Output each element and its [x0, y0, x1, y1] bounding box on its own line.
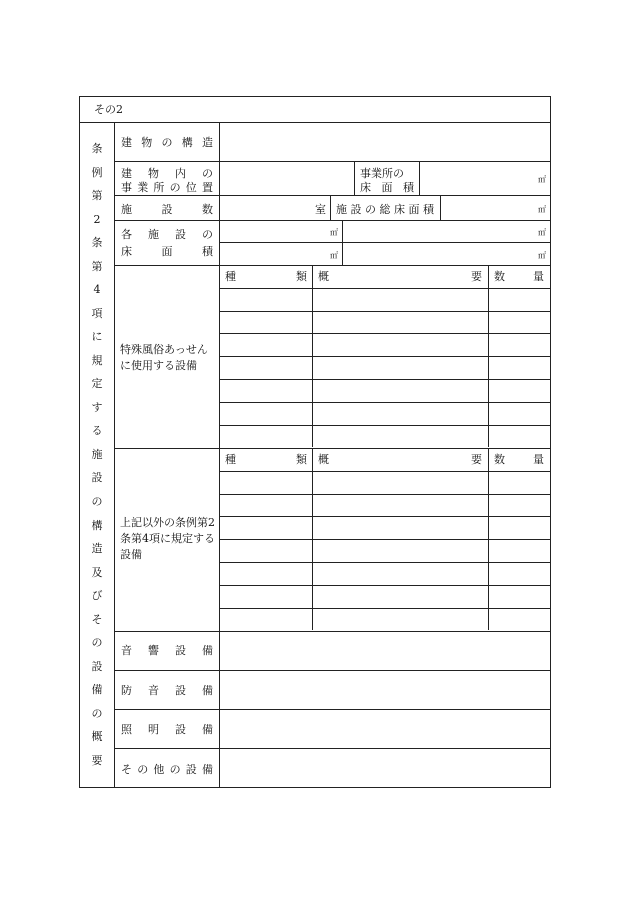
- other-equipment-field[interactable]: [220, 749, 550, 787]
- unit-sqm: ㎡: [330, 228, 338, 237]
- lighting-equipment-field[interactable]: [220, 710, 550, 748]
- each-area-field-2[interactable]: [343, 221, 550, 242]
- location-field[interactable]: [220, 162, 354, 195]
- equipment-overview-cell[interactable]: [313, 563, 488, 585]
- facility-count-label: 施 設 数: [121, 203, 213, 216]
- equipment-overview-cell[interactable]: [313, 403, 488, 425]
- equipment-overview-cell[interactable]: [313, 472, 488, 494]
- equipment-type-cell[interactable]: [220, 312, 312, 334]
- equipment-quantity-cell[interactable]: [489, 289, 550, 311]
- equipment-overview-cell[interactable]: [313, 426, 488, 448]
- unit-sqm: ㎡: [538, 175, 546, 184]
- equipment-type-cell[interactable]: [220, 380, 312, 402]
- side-label-char: 構: [91, 518, 103, 532]
- column-header-type: 種 類: [225, 453, 307, 466]
- side-divider: [114, 122, 115, 787]
- equipment-type-cell[interactable]: [220, 403, 312, 425]
- equipment-overview-cell[interactable]: [313, 312, 488, 334]
- row-divider: [114, 448, 550, 449]
- side-label-char: 条: [91, 236, 103, 250]
- equipment-type-cell[interactable]: [220, 495, 312, 517]
- side-label-char: の: [91, 706, 103, 720]
- equipment-quantity-cell[interactable]: [489, 426, 550, 448]
- equipment-type-cell[interactable]: [220, 540, 312, 562]
- room-unit: 室: [315, 203, 326, 216]
- form-title: その2: [94, 103, 123, 116]
- side-label-char: 施: [91, 447, 103, 461]
- lighting-equipment-label: 照 明 設 備: [121, 723, 213, 736]
- side-label-char: 項: [91, 306, 103, 320]
- location-label-line2: 事 業 所 の 位 置: [121, 181, 213, 194]
- each-area-field-1[interactable]: [220, 221, 342, 242]
- equipment-overview-cell[interactable]: [313, 586, 488, 608]
- column-header-overview: 概 要: [318, 453, 482, 466]
- location-label-line1: 建 物 内 の: [121, 167, 213, 180]
- structure-label: 建 物 の 構 造: [121, 136, 213, 149]
- equipment-quantity-cell[interactable]: [489, 403, 550, 425]
- equipment-overview-cell[interactable]: [313, 334, 488, 356]
- side-label-char: に: [91, 330, 103, 344]
- side-label-char: 2: [93, 212, 101, 226]
- cell-divider: [330, 195, 331, 220]
- unit-sqm: ㎡: [538, 228, 546, 237]
- each-area-field-3[interactable]: [220, 243, 342, 265]
- side-label-char: 備: [91, 683, 103, 697]
- equipment-overview-cell[interactable]: [313, 495, 488, 517]
- side-label-char: 造: [91, 542, 103, 556]
- unit-sqm: ㎡: [538, 205, 546, 214]
- column-header-type: 種 類: [225, 270, 307, 283]
- equipment-type-cell[interactable]: [220, 517, 312, 539]
- equipment-quantity-cell[interactable]: [489, 357, 550, 379]
- unit-sqm: ㎡: [538, 251, 546, 260]
- equipment-type-cell[interactable]: [220, 609, 312, 631]
- equipment-quantity-cell[interactable]: [489, 472, 550, 494]
- each-area-field-4[interactable]: [343, 243, 550, 265]
- equipment-type-cell[interactable]: [220, 426, 312, 448]
- total-area-label: 施 設 の 総 床 面 積: [336, 203, 434, 216]
- equipment-type-cell[interactable]: [220, 357, 312, 379]
- side-label-char: る: [91, 424, 103, 438]
- office-area-label-line1: 事業所の: [360, 167, 404, 180]
- side-label-char: す: [91, 400, 103, 414]
- column-header-quantity: 数 量: [494, 270, 544, 283]
- equipment-quantity-cell[interactable]: [489, 517, 550, 539]
- cell-divider: [354, 161, 355, 195]
- soundproof-equipment-label: 防 音 設 備: [121, 684, 213, 697]
- equipment-overview-cell[interactable]: [313, 517, 488, 539]
- side-label-char: の: [91, 636, 103, 650]
- each-area-label-line2: 床 面 積: [121, 245, 213, 258]
- equipment-overview-cell[interactable]: [313, 289, 488, 311]
- equipment-quantity-cell[interactable]: [489, 495, 550, 517]
- row-divider: [114, 265, 550, 266]
- equipment-quantity-cell[interactable]: [489, 540, 550, 562]
- side-label-char: 第: [91, 189, 103, 203]
- side-label-char: 定: [91, 377, 103, 391]
- side-label-char: 第: [91, 259, 103, 273]
- equipment-quantity-cell[interactable]: [489, 334, 550, 356]
- office-area-field[interactable]: [420, 162, 550, 195]
- side-label-char: 及: [91, 565, 103, 579]
- side-label-char: の: [91, 494, 103, 508]
- equipment-quantity-cell[interactable]: [489, 380, 550, 402]
- equipment-overview-cell[interactable]: [313, 357, 488, 379]
- soundproof-equipment-field[interactable]: [220, 671, 550, 709]
- equipment-quantity-cell[interactable]: [489, 586, 550, 608]
- side-label-char: 規: [91, 353, 103, 367]
- facility-count-field[interactable]: [220, 196, 330, 220]
- equipment-overview-cell[interactable]: [313, 380, 488, 402]
- side-label-char: 概: [91, 730, 103, 744]
- sound-equipment-field[interactable]: [220, 632, 550, 670]
- form-table: [79, 96, 551, 788]
- unit-sqm: ㎡: [330, 251, 338, 260]
- structure-field[interactable]: [220, 123, 550, 161]
- side-label: [80, 123, 114, 787]
- equipment-type-cell[interactable]: [220, 289, 312, 311]
- column-header-quantity: 数 量: [494, 453, 544, 466]
- equipment-overview-cell[interactable]: [313, 540, 488, 562]
- equipment-overview-cell[interactable]: [313, 609, 488, 631]
- side-label-char: 設: [91, 659, 103, 673]
- sound-equipment-label: 音 響 設 備: [121, 644, 213, 657]
- equipment-type-cell[interactable]: [220, 334, 312, 356]
- each-area-label-line1: 各 施 設 の: [121, 228, 213, 241]
- equipment-type-cell[interactable]: [220, 563, 312, 585]
- total-area-field[interactable]: [441, 196, 550, 220]
- side-label-char: び: [91, 589, 103, 603]
- special-equipment-label: 特殊風俗あっせんに使用する設備: [120, 343, 208, 372]
- side-label-char: 4: [93, 283, 101, 297]
- office-area-label-line2: 床 面 積: [360, 181, 414, 194]
- equipment-type-cell[interactable]: [220, 472, 312, 494]
- equipment-quantity-cell[interactable]: [489, 312, 550, 334]
- equipment-type-cell[interactable]: [220, 586, 312, 608]
- other-equipment-label: 上記以外の条例第2条第4項に規定する設備: [120, 516, 215, 561]
- side-label-char: 条: [91, 142, 103, 155]
- side-label-char: 要: [91, 753, 103, 767]
- side-label-char: 例: [91, 165, 103, 179]
- side-label-char: 設: [91, 471, 103, 485]
- equipment-quantity-cell[interactable]: [489, 609, 550, 631]
- equipment-quantity-cell[interactable]: [489, 563, 550, 585]
- side-label-char: そ: [91, 612, 103, 626]
- column-header-overview: 概 要: [318, 270, 482, 283]
- other-equipment-row-label: そ の 他 の 設 備: [121, 763, 213, 776]
